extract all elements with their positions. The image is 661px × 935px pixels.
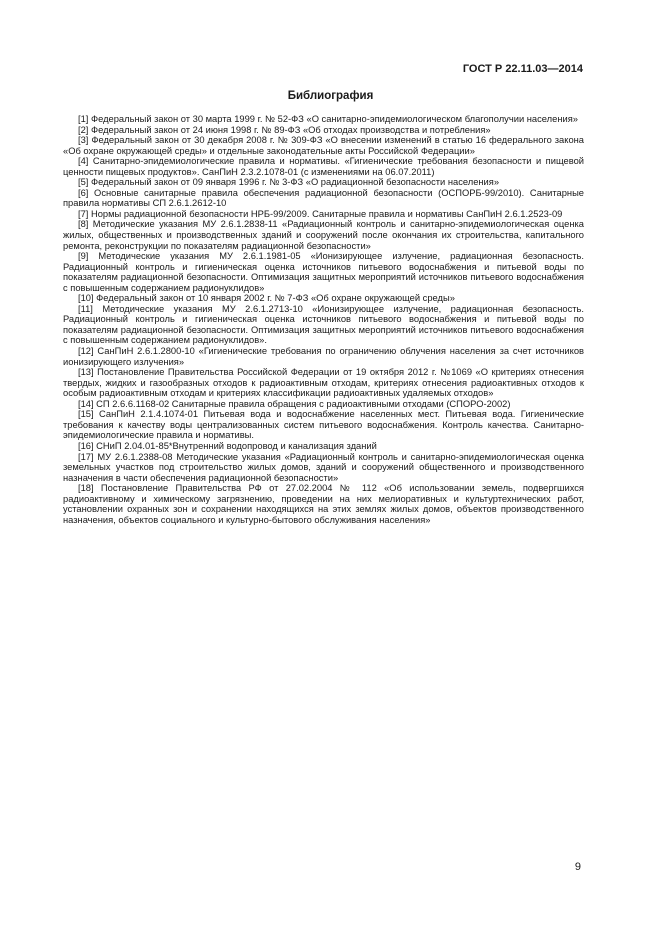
reference-item-7: [7] Нормы радиационной безопасности НРБ-99/2009. Санитарные правила и нормативы СанПиН 2.6.1.2523-09 — [78, 208, 563, 219]
reference-item-2: [2] Федеральный закон от 24 июня 1998 г. № 89-ФЗ «Об отходах производства и потребления» — [78, 124, 491, 135]
document-header-standard: ГОСТ Р 22.11.03—2014 — [462, 63, 583, 75]
reference-item-9: [9] Методические указания МУ 2.6.1.1981-05 «Ионизирующее излучение, радиационная безопасность. Радиационный контроль и гигиеническая оценка источников питьевого водоснабжения и питьевой воды по показателям радиационной безопасности. Оптимизация защитных мероприятий источников питьевого водоснабжения с повышенным содержанием радионуклидов» — [63, 251, 584, 293]
page-number: 9 — [574, 861, 581, 873]
reference-item-18: [18] Постановление Правительства РФ от 27.02.2004 № 112 «Об использовании земель, подвергшихся радиоактивному и химическому загрязнению, проведении на них мелиоративных и культуртехнических работ, установлении охранных зон и сохранении находящихся на этих землях жилых домов, объектов производственного назначения, объектов социального и культурно-бытового обслуживания населения» — [63, 483, 584, 525]
reference-item-11: [11] Методические указания МУ 2.6.1.2713-10 «Ионизирующее излучение, радиационная безопасность. Радиационный контроль и гигиеническая оценка источников питьевого водоснабжения и питьевой воды по показателям радиационной безопасности. Оптимизация защитных мероприятий источников питьевого водоснабжения с повышенным содержанием радионуклидов». — [63, 303, 584, 346]
reference-item-14: [14] СП 2.6.6.1168-02 Санитарные правила обращения с радиоактивными отходами (СПОРО-2002) — [78, 398, 511, 409]
reference-item-16: [16] СНиП 2.04.01-85*Внутренний водопровод и канализация зданий — [78, 440, 377, 451]
reference-item-10: [10] Федеральный закон от 10 января 2002 г. № 7-ФЗ «Об охране окружающей среды» — [78, 293, 455, 304]
reference-item-12: [12] СанПиН 2.6.1.2800-10 «Гигиенические требования по ограничению облучения населения за счет источников ионизирующего излучения» — [63, 346, 584, 367]
reference-item-15: [15] СанПиН 2.1.4.1074-01 Питьевая вода и водоснабжение населенных мест. Питьевая вода. Гигиенические требования к качеству воды централизованных систем питьевого водоснабжения. Контроль качества. Санитарно-эпидемиологические правила и нормативы. — [63, 409, 584, 441]
bibliography-list — [63, 114, 584, 525]
reference-item-3: [3] Федеральный закон от 30 декабря 2008 г. № 309-ФЗ «О внесении изменений в статью 16 федерального закона «Об охране окружающей среды» и отдельные законодательные акты Российской Федерации» — [63, 135, 584, 156]
reference-item-4: [4] Санитарно-эпидемиологические правила и нормативы. «Гигиенические требования безопасности и пищевой ценности пищевых продуктов». СанПиН 2.3.2.1078-01 (с изменениями на 06.07.2011) — [63, 156, 584, 177]
reference-item-17: [17] МУ 2.6.1.2388-08 Методические указания «Радиационный контроль и санитарно-эпидемиологическая оценка земельных участков под строительство жилых домов, зданий и сооружений общественного и производственного назначения в части обеспечения радиационной безопасности» — [63, 451, 584, 483]
reference-item-6: [6] Основные санитарные правила обеспечения радиационной безопасности (ОСПОРБ-99/2010). Санитарные правила нормативы СП 2.6.1.2612-10 — [63, 187, 584, 209]
section-title: Библиография — [287, 90, 374, 102]
reference-item-13: [13] Постановление Правительства Российской Федерации от 19 октября 2012 г. №1069 «О критериях отнесения твердых, жидких и газообразных отходов к радиоактивным отходам, критериях отнесения радиоактивных отходов к особым радиоактивным отходам и критериях классификации радиоактивных удаляемых отходов» — [63, 367, 584, 399]
reference-item-5: [5] Федеральный закон от 09 января 1996 г. № 3-ФЗ «О радиационной безопасности населения» — [78, 177, 500, 188]
reference-item-8: [8] Методические указания МУ 2.6.1.2838-11 «Радиационный контроль и санитарно-эпидемиологическая оценка жилых, общественных и производственных зданий и сооружений после окончания их строительства, капитального ремонта, реконструкции по показателям радиационной безопасности» — [63, 219, 584, 251]
reference-item-1: [1] Федеральный закон от 30 марта 1999 г. № 52-ФЗ «О санитарно-эпидемиологическом благополучии населения» — [78, 114, 578, 124]
